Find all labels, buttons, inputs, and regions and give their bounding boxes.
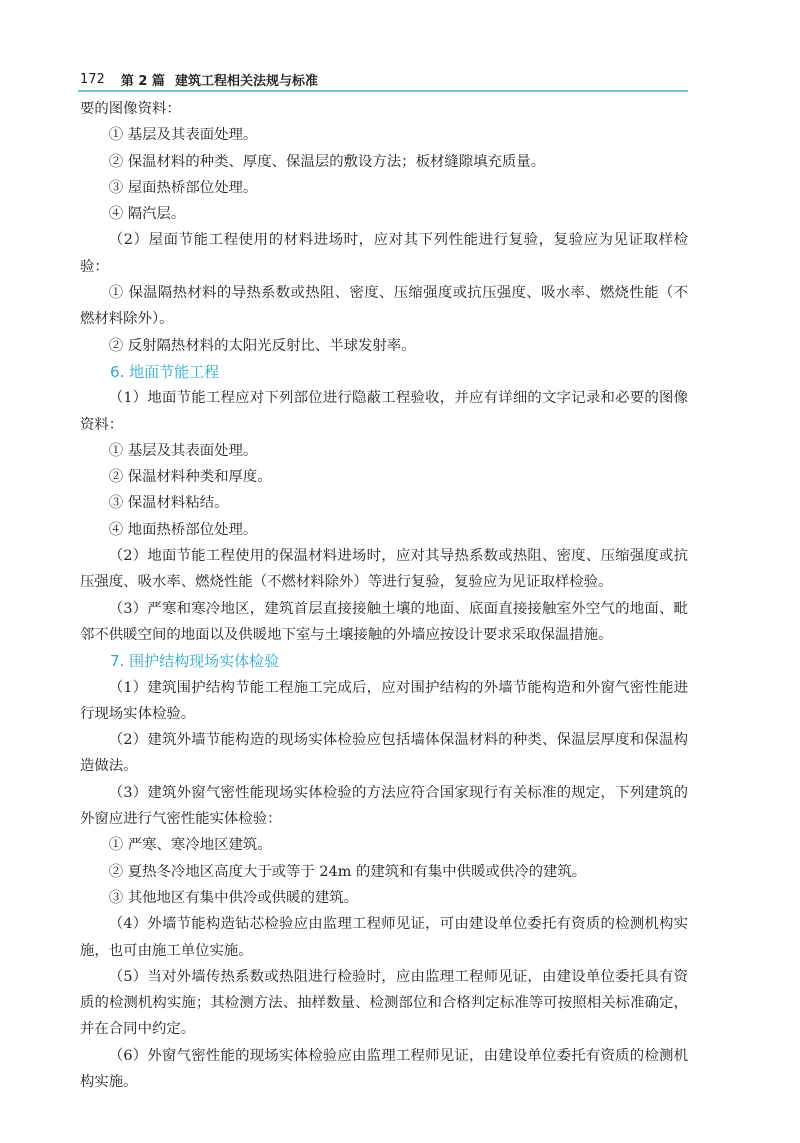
page-header — [80, 68, 688, 90]
paragraph: （5）当对外墙传热系数或热阻进行检验时，应由监理工程师见证，由建设单位委托具有资质的检测机构实施；其检测方法、抽样数量、检测部位和合格判定标准等可按照相关标准确定，并在合同中约定。 — [80, 968, 688, 1038]
section-heading: 7. 围护结构现场实体检验 — [110, 652, 280, 671]
paragraph: ③ 保温材料粘结。 — [108, 495, 229, 512]
running-title: 建筑工程相关法规与标准 — [174, 73, 318, 89]
paragraph: ① 基层及其表面处理。 — [108, 127, 258, 144]
paragraph: ② 夏热冬冷地区高度大于或等于 24m 的建筑和有集中供暖或供冷的建筑。 — [108, 863, 587, 880]
paragraph: （1）建筑围护结构节能工程施工完成后，应对围护结构的外墙节能构造和外窗气密性能进行现场实体检验。 — [80, 679, 688, 722]
paragraph: ② 保温材料种类和厚度。 — [108, 469, 272, 486]
part-label: 第 2 篇 — [120, 73, 165, 89]
paragraph: ① 严寒、寒冷地区建筑。 — [108, 837, 272, 854]
paragraph: ④ 地面热桥部位处理。 — [108, 521, 258, 538]
page-number: 172 — [80, 71, 105, 87]
paragraph: （3）建筑外窗气密性能现场实体检验的方法应符合国家现行有关标准的规定，下列建筑的外窗应进行气密性能实体检验： — [80, 784, 688, 828]
paragraph: 要的图像资料： — [80, 101, 181, 117]
paragraph: （2）建筑外墙节能构造的现场实体检验应包括墙体保温材料的种类、保温层厚度和保温构造做法。 — [80, 732, 688, 775]
section-heading: 6. 地面节能工程 — [110, 362, 220, 381]
paragraph: ① 基层及其表面处理。 — [108, 442, 258, 459]
paragraph: （2）地面节能工程使用的保温材料进场时，应对其导热系数或热阻、密度、压缩强度或抗压强度、吸水率、燃烧性能（不燃材料除外）等进行复验，复验应为见证取样检验。 — [80, 548, 688, 591]
paragraph: ② 反射隔热材料的太阳光反射比、半球发射率。 — [108, 337, 416, 354]
header-rule — [78, 90, 688, 92]
paragraph: ② 保温材料的种类、厚度、保温层的敷设方法；板材缝隙填充质量。 — [108, 153, 546, 170]
paragraph: （2）屋面节能工程使用的材料进场时，应对其下列性能进行复验，复验应为见证取样检验： — [80, 232, 688, 275]
paragraph: （1）地面节能工程应对下列部位进行隐蔽工程验收，并应有详细的文字记录和必要的图像资料： — [80, 390, 688, 433]
page-body — [80, 96, 688, 1095]
paragraph: （3）严寒和寒冷地区，建筑首层直接接触土壤的地面、底面直接接触室外空气的地面、毗邻不供暖空间的地面以及供暖地下室与土壤接触的外墙应按设计要求采取保温措施。 — [80, 600, 688, 643]
paragraph: ③ 其他地区有集中供冷或供暖的建筑。 — [108, 889, 359, 906]
paragraph: ③ 屋面热桥部位处理。 — [108, 179, 258, 196]
paragraph: （4）外墙节能构造钻芯检验应由监理工程师见证，可由建设单位委托有资质的检测机构实施，也可由施工单位实施。 — [80, 916, 688, 959]
paragraph: ④ 隔汽层。 — [108, 206, 186, 223]
paragraph: （6）外窗气密性能的现场实体检验应由监理工程师见证，由建设单位委托有资质的检测机构实施。 — [80, 1047, 688, 1090]
paragraph: ① 保温隔热材料的导热系数或热阻、密度、压缩强度或抗压强度、吸水率、燃烧性能（不燃材料除外）。 — [80, 285, 688, 328]
